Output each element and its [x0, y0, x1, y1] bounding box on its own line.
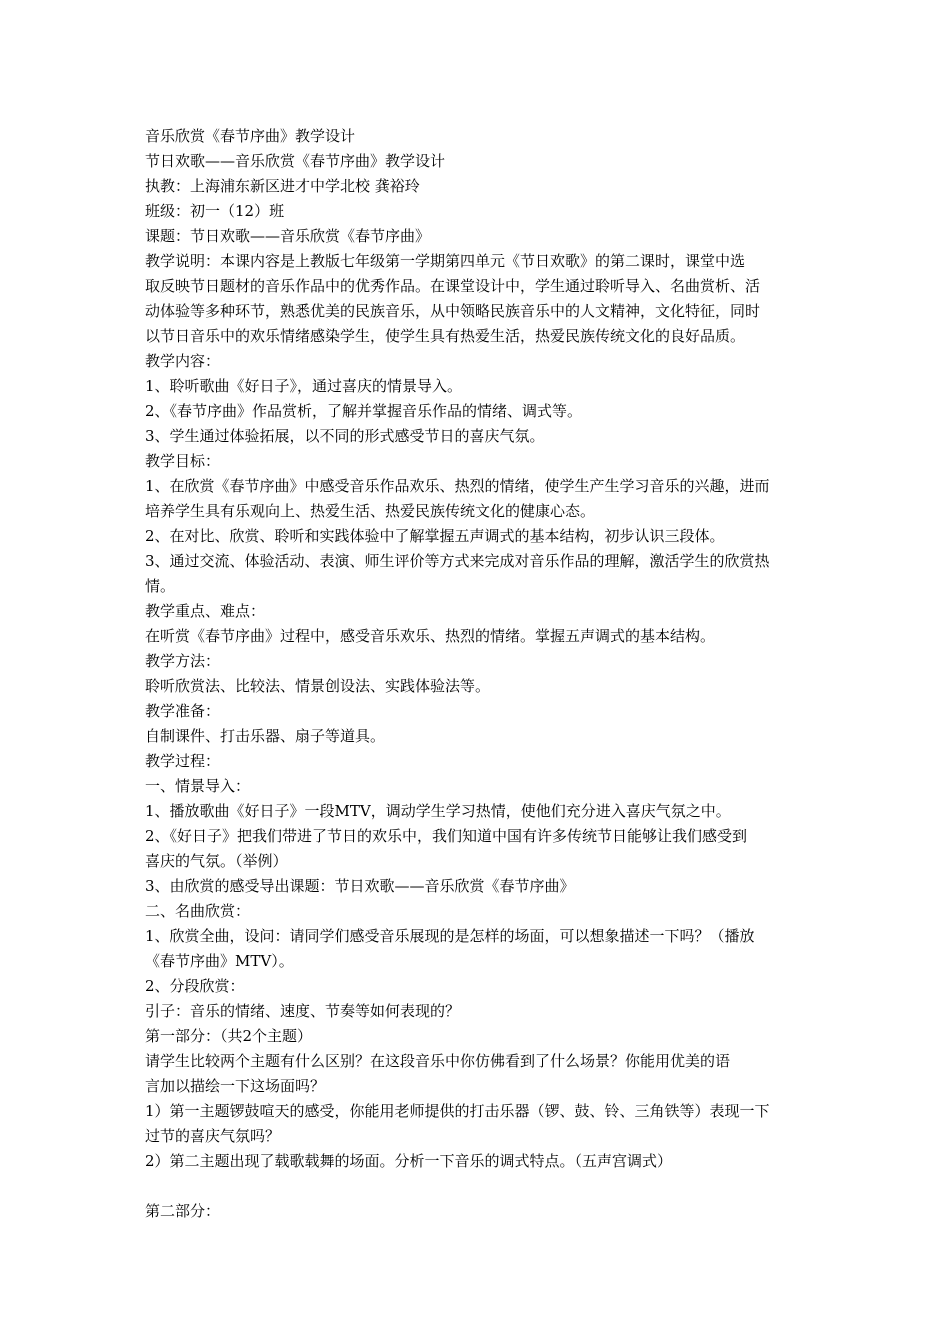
text-line: 教学重点、难点：	[145, 602, 266, 620]
text-line: 一、情景导入：	[145, 777, 251, 795]
text-line: 3、学生通过体验拓展，以不同的形式感受节日的喜庆气氛。	[145, 427, 545, 445]
text-line: 请学生比较两个主题有什么区别？在这段音乐中你仿佛看到了什么场景？你能用优美的语	[145, 1052, 731, 1070]
text-line: 第一部分：（共2个主题）	[145, 1027, 313, 1045]
text-line: 取反映节日题材的音乐作品中的优秀作品。在课堂设计中，学生通过聆听导入、名曲赏析、活	[145, 277, 761, 295]
text-line: 3、由欣赏的感受导出课题：节日欢歌——音乐欣赏《春节序曲》	[145, 877, 575, 895]
text-line: 1、聆听歌曲《好日子》，通过喜庆的情景导入。	[145, 377, 463, 395]
text-line: 在听赏《春节序曲》过程中，感受音乐欢乐、热烈的情绪。掌握五声调式的基本结构。	[145, 627, 716, 645]
text-line: 班级：初一（12）班	[145, 202, 285, 220]
text-line: 2）第二主题出现了载歌载舞的场面。分析一下音乐的调式特点。（五声宫调式）	[145, 1152, 673, 1170]
text-line: 1、欣赏全曲，设问：请同学们感受音乐展现的是怎样的场面，可以想象描述一下吗？（播放	[145, 927, 755, 945]
blank-line	[145, 1174, 815, 1199]
text-line: 二、名曲欣赏：	[145, 902, 251, 920]
text-line: 情。	[145, 577, 176, 595]
text-line: 第二部分：	[145, 1202, 221, 1220]
text-line: 教学说明：本课内容是上教版七年级第一学期第四单元《节日欢歌》的第二课时，课堂中选	[145, 252, 746, 270]
text-line: 2、《好日子》把我们带进了节日的欢乐中，我们知道中国有许多传统节日能够让我们感受到	[145, 827, 748, 845]
text-line: 2、在对比、欣赏、聆听和实践体验中了解掌握五声调式的基本结构，初步认识三段体。	[145, 527, 725, 545]
text-line: 自制课件、打击乐器、扇子等道具。	[145, 727, 386, 745]
text-line: 1）第一主题锣鼓喧天的感受，你能用老师提供的打击乐器（锣、鼓、铃、三角铁等）表现一下	[145, 1102, 770, 1120]
text-line: 教学目标：	[145, 452, 221, 470]
text-line: 3、通过交流、体验活动、表演、师生评价等方式来完成对音乐作品的理解，激活学生的欣赏热	[145, 552, 770, 570]
document-body	[145, 124, 815, 1224]
text-line: 执教：上海浦东新区进才中学北校 龚裕玲	[145, 177, 420, 195]
text-line: 节日欢歌——音乐欣赏《春节序曲》教学设计	[145, 152, 446, 170]
text-line: 喜庆的气氛。（举例）	[145, 852, 288, 870]
text-line: 教学方法：	[145, 652, 221, 670]
text-line: 以节日音乐中的欢乐情绪感染学生，使学生具有热爱生活，热爱民族传统文化的良好品质。	[145, 327, 746, 345]
text-line: 引子：音乐的情绪、速度、节奏等如何表现的？	[145, 1002, 461, 1020]
text-line: 聆听欣赏法、比较法、情景创设法、实践体验法等。	[145, 677, 491, 695]
text-line: 课题：节日欢歌——音乐欣赏《春节序曲》	[145, 227, 431, 245]
text-line: 2、《春节序曲》作品赏析，了解并掌握音乐作品的情绪、调式等。	[145, 402, 583, 420]
text-line: 教学内容：	[145, 352, 221, 370]
text-line: 《春节序曲》MTV）。	[145, 952, 294, 970]
text-line: 2、分段欣赏：	[145, 977, 245, 995]
text-line: 培养学生具有乐观向上、热爱生活、热爱民族传统文化的健康心态。	[145, 502, 596, 520]
text-line: 教学过程：	[145, 752, 221, 770]
text-line: 1、播放歌曲《好日子》一段MTV，调动学生学习热情，使他们充分进入喜庆气氛之中。	[145, 802, 731, 820]
text-line: 教学准备：	[145, 702, 221, 720]
text-line: 过节的喜庆气氛吗？	[145, 1127, 281, 1145]
text-line: 1、在欣赏《春节序曲》中感受音乐作品欢乐、热烈的情绪，使学生产生学习音乐的兴趣，进而	[145, 477, 770, 495]
text-line: 言加以描绘一下这场面吗？	[145, 1077, 326, 1095]
text-line: 动体验等多种环节，熟悉优美的民族音乐，从中领略民族音乐中的人文精神，文化特征，同时	[145, 302, 761, 320]
text-line: 音乐欣赏《春节序曲》教学设计	[145, 127, 356, 145]
